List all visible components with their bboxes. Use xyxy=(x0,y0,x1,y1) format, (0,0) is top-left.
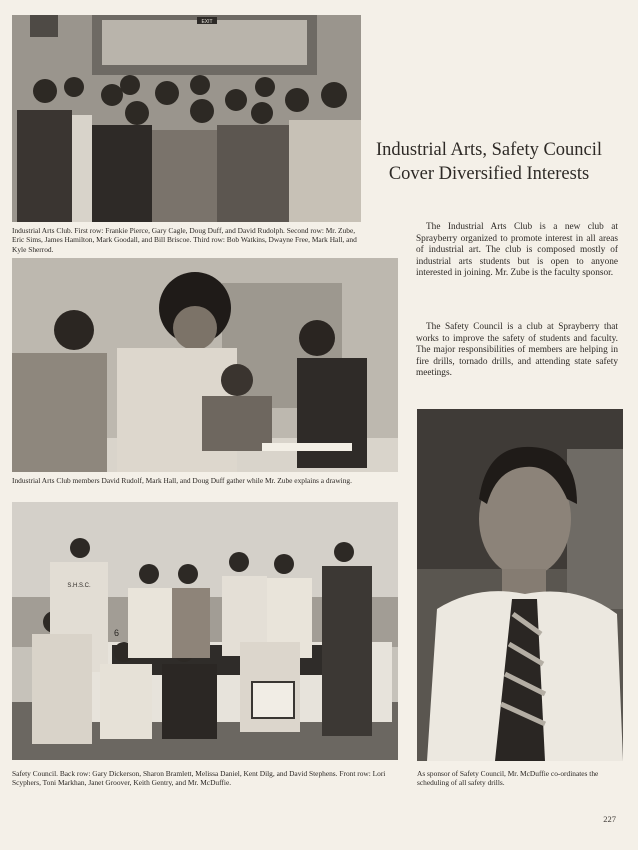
body-paragraph-safety-council: The Safety Council is a club at Sprayberry that works to improve the safety of students and faculty. The major responsibilities of members are helping in fire drills, tornado drills, and attending state safety meetings. xyxy=(416,322,618,378)
club-drawing-caption: Industrial Arts Club members David Rudolf, Mark Hall, and Doug Duff gather while Mr. Zube explains a drawing. xyxy=(12,476,352,485)
shirt-letters-text: S.H.S.C. xyxy=(67,583,91,589)
sponsor-portrait-photo xyxy=(417,409,623,761)
page-headline: Industrial Arts, Safety Council Cover Diversified Interests xyxy=(375,140,603,184)
body-paragraph-industrial-arts: The Industrial Arts Club is a new club at Sprayberry organized to promote interest in all areas of industrial art. The club is composed mostly of industrial arts students but is open to anyone interested in joining. Mr. Zube is the faculty sponsor. xyxy=(416,222,618,278)
club-drawing-photo xyxy=(12,258,398,472)
sponsor-caption: As sponsor of Safety Council, Mr. McDuffie co-ordinates the scheduling of all safety drills. xyxy=(417,769,599,788)
page-number: 227 xyxy=(603,814,616,824)
car-number-text: 6 xyxy=(114,628,120,638)
safety-group-caption: Safety Council. Back row: Gary Dickerson, Sharon Bramlett, Melissa Daniel, Kent Dilg, and David Stephens. Front row: Lori Scyphers, Toni Markhan, Janet Groover, Keith Gentry, and Mr. McDuffie. xyxy=(12,769,386,788)
club-group-caption: Industrial Arts Club. First row: Frankie Pierce, Gary Cagle, Doug Duff, and David Rudolph. Second row: Mr. Zube, Eric Sims, James Hamilton, Mark Goodall, and Bill Briscoe. Third row: Bob Watkins, Dwayne Free, Mark Hall, and Kyle Sherrod. xyxy=(12,226,357,254)
exit-sign-text: EXIT xyxy=(201,19,213,25)
safety-group-photo xyxy=(12,502,398,760)
club-group-photo xyxy=(12,15,361,222)
